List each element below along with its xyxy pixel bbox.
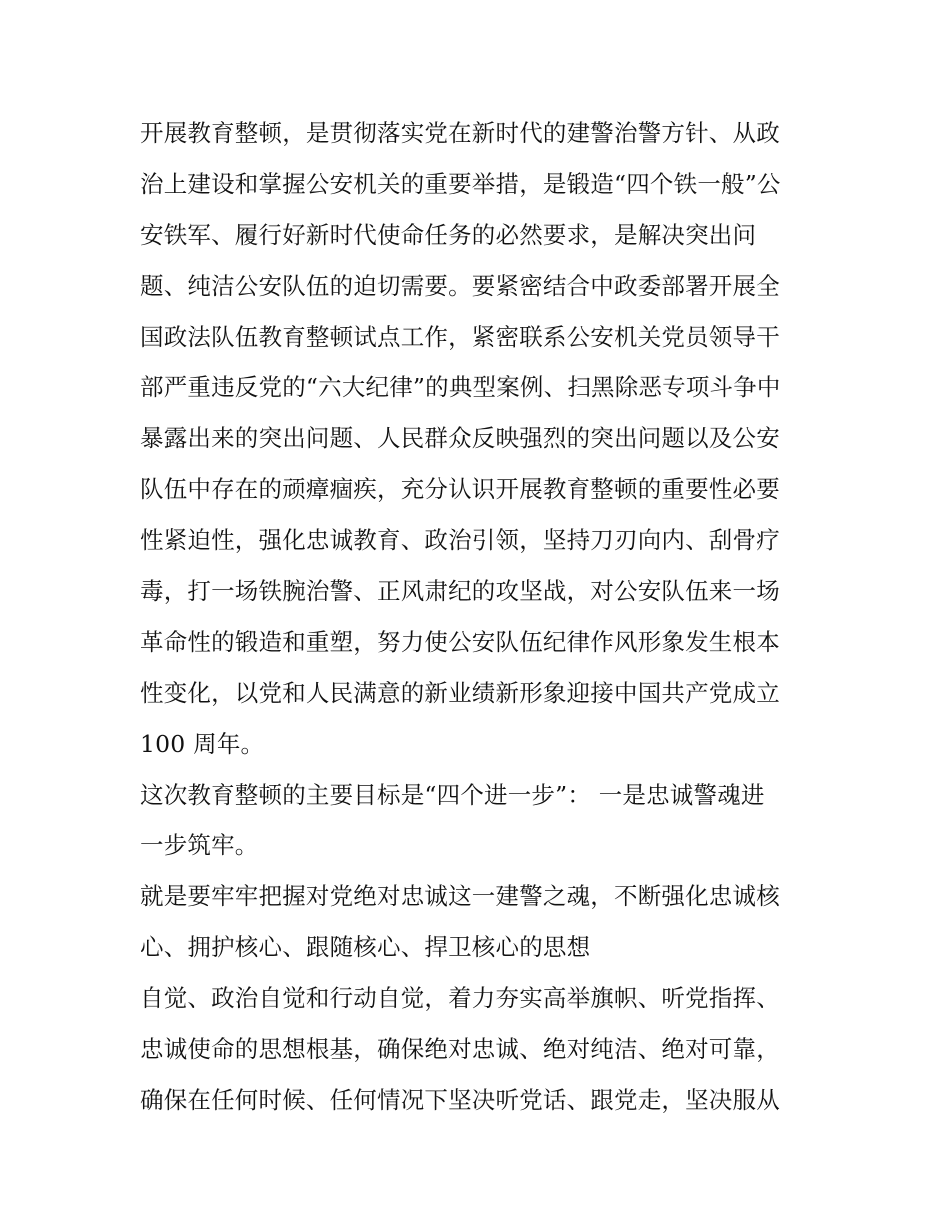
text-line: 安铁军、履行好新时代使命任务的必然要求，是解决突出问 — [140, 220, 757, 249]
text-line: 题、纯洁公安队伍的迫切需要。要紧密结合中政委部署开展全 — [140, 271, 780, 300]
text-line: 队伍中存在的顽瘴痼疾，充分认识开展教育整顿的重要性必要 — [140, 475, 780, 504]
text-line: 国政法队伍教育整顿试点工作，紧密联系公安机关党员领导干 — [140, 322, 780, 351]
text-line: 暴露出来的突出问题、人民群众反映强烈的突出问题以及公安 — [140, 424, 780, 453]
text-line: 毒，打一场铁腕治警、正风肃纪的攻坚战，对公安队伍来一场 — [140, 577, 780, 606]
text-line: 性紧迫性，强化忠诚教育、政治引领，坚持刀刃向内、刮骨疗 — [140, 526, 780, 555]
text-line: 开展教育整顿，是贯彻落实党在新时代的建警治警方针、从政 — [140, 119, 780, 147]
text-line: 100 周年。 — [140, 729, 265, 758]
text-line: 革命性的锻造和重塑，努力使公安队伍纪律作风形象发生根本 — [140, 627, 780, 656]
text-line: 部严重违反党的“六大纪律”的典型案例、扫黑除恶专项斗争中 — [140, 373, 781, 402]
text-line: 就是要牢牢把握对党绝对忠诚这一建警之魂，不断强化忠诚核 — [140, 882, 780, 911]
text-line: 忠诚使命的思想根基，确保绝对忠诚、绝对纯洁、绝对可靠， — [140, 1035, 780, 1064]
text-line: 心、拥护核心、跟随核心、捍卫核心的思想 — [140, 933, 591, 962]
text-line: 治上建设和掌握公安机关的重要举措，是锻造“四个铁一般”公 — [140, 169, 781, 198]
body-text — [140, 108, 820, 1126]
text-line: 一步筑牢。 — [140, 831, 259, 860]
text-line: 确保在任何时候、任何情况下坚决听党话、跟党走，坚决服从 — [140, 1085, 780, 1114]
text-line: 性变化，以党和人民满意的新业绩新形象迎接中国共产党成立 — [140, 678, 780, 707]
text-line: 自觉、政治自觉和行动自觉，着力夯实高举旗帜、听党指挥、 — [140, 984, 780, 1013]
text-line: 这次教育整顿的主要目标是“四个进一步”： 一是忠诚警魂进 — [140, 780, 765, 809]
